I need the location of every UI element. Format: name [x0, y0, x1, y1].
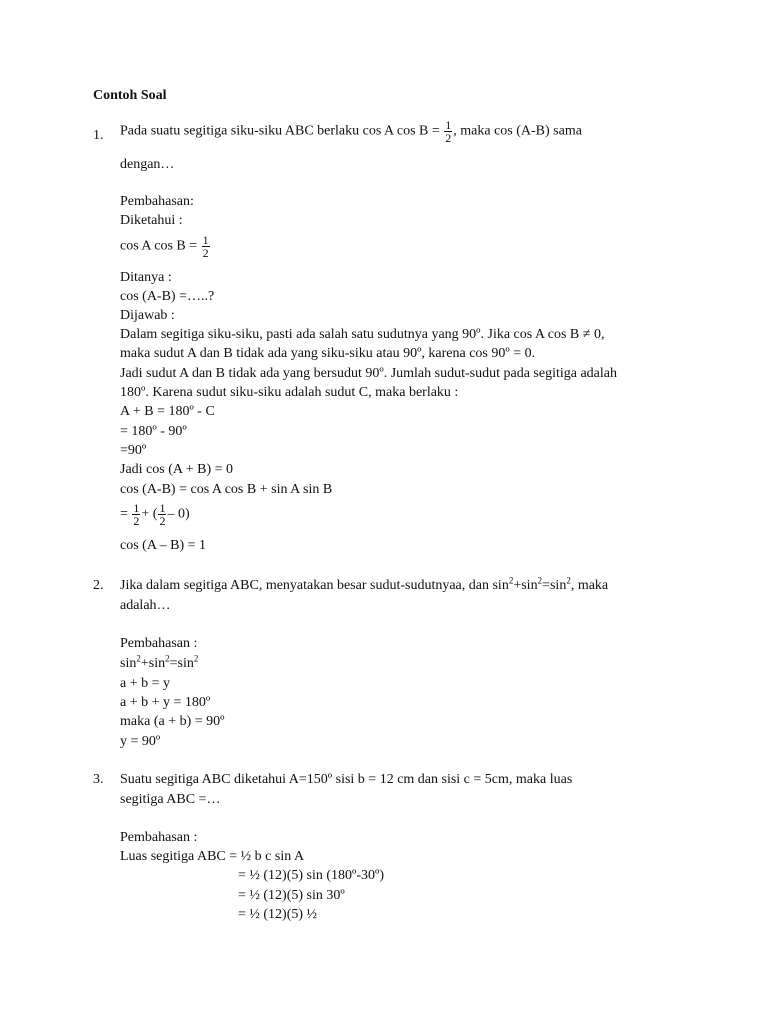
- q1-pembahasan-label: Pembahasan:: [120, 194, 194, 209]
- q1-given: [120, 234, 211, 259]
- fraction-half: [444, 119, 452, 144]
- question-3-number: 3.: [93, 772, 104, 787]
- fraction-denominator: 2: [133, 514, 140, 528]
- fraction-numerator: 1: [159, 501, 166, 515]
- q3-pembahasan-label: Pembahasan :: [120, 830, 198, 845]
- fraction-denominator: 2: [202, 246, 209, 260]
- q2-step-3: a + b + y = 180º: [120, 695, 211, 710]
- q1-paragraph-line-2: maka sudut A dan B tidak ada yang siku-siku atau 90º, karena cos 90º = 0.: [120, 346, 536, 361]
- exponent: 2: [537, 575, 543, 586]
- q1-ditanya-label: Ditanya :: [120, 270, 172, 285]
- fraction-half: [132, 502, 140, 527]
- fraction-half: [202, 234, 210, 259]
- q3-step-4: = ½ (12)(5) ½: [238, 907, 318, 922]
- exponent: 2: [193, 653, 199, 664]
- q3-step-2: = ½ (12)(5) sin (180º-30º): [238, 868, 385, 883]
- q1-step-5: cos (A-B) = cos A cos B + sin A sin B: [120, 482, 333, 497]
- q1-step-2: = 180º - 90º: [120, 424, 187, 439]
- q1-paragraph-line-3: Jadi sudut A dan B tidak ada yang bersudut 90º. Jumlah sudut-sudut pada segitiga adalah: [120, 366, 617, 381]
- q2-step-2: a + b = y: [120, 676, 171, 691]
- question-3-line-1: Suatu segitiga ABC diketahui A=150º sisi b = 12 cm dan sisi c = 5cm, maka luas: [120, 772, 573, 787]
- q2-step-4: maka (a + b) = 90º: [120, 714, 225, 729]
- q1-given-text: cos A cos B =: [120, 238, 198, 254]
- fraction-numerator: 1: [445, 118, 452, 132]
- question-1-line-2: dengan…: [120, 157, 175, 172]
- page-title: Contoh Soal: [93, 88, 167, 103]
- sin-term: sin: [148, 656, 166, 671]
- sin-term: sin: [120, 656, 137, 671]
- fraction-denominator: 2: [445, 131, 452, 145]
- q3-step-3: = ½ (12)(5) sin 30º: [238, 888, 345, 903]
- fraction-numerator: 1: [202, 233, 209, 247]
- q1-step-6: [120, 502, 190, 527]
- exponent: 2: [508, 575, 514, 586]
- equals-sign: =: [542, 578, 550, 593]
- question-1-line-1: [120, 119, 582, 144]
- question-2-text: Jika dalam segitiga ABC, menyatakan besar sudut-sudutnyaa, dan: [120, 578, 489, 593]
- q1-step-6-mid: + (: [141, 506, 158, 522]
- fraction-denominator: 2: [159, 514, 166, 528]
- question-2-text-end: , maka: [570, 578, 609, 593]
- sin-term: sin: [521, 578, 538, 593]
- question-2-number: 2.: [93, 578, 104, 593]
- q1-dijawab-label: Dijawab :: [120, 308, 175, 323]
- q1-asked: cos (A-B) =…..?: [120, 289, 215, 304]
- q1-paragraph-line-1: Dalam segitiga siku-siku, pasti ada salah satu sudutnya yang 90º. Jika cos A cos B ≠ 0,: [120, 327, 605, 342]
- plus-sign: +: [140, 656, 149, 671]
- q1-diketahui-label: Diketahui :: [120, 213, 183, 228]
- exponent: 2: [136, 653, 141, 664]
- q1-step-1: A + B = 180º - C: [120, 404, 215, 419]
- q1-step-4: Jadi cos (A + B) = 0: [120, 462, 234, 477]
- sin-term: sin: [492, 578, 509, 593]
- q1-step-3: =90º: [120, 443, 147, 458]
- q2-pembahasan-label: Pembahasan :: [120, 636, 198, 651]
- sin-term: sin: [177, 656, 194, 671]
- exponent: 2: [566, 575, 571, 586]
- q1-step-6-end: – 0): [167, 506, 190, 522]
- exponent: 2: [165, 653, 170, 664]
- question-1-text-end: , maka cos (A-B) sama: [453, 123, 582, 139]
- equals-sign: =: [169, 656, 178, 671]
- question-1-text: Pada suatu segitiga siku-siku ABC berlaku cos A cos B =: [120, 123, 440, 139]
- q2-step-5: y = 90º: [120, 734, 161, 749]
- question-1-number: 1.: [93, 128, 104, 143]
- question-3-line-2: segitiga ABC =…: [120, 792, 221, 807]
- sine-equation: [492, 575, 571, 593]
- q2-step-1: [120, 653, 199, 672]
- q3-step-1: Luas segitiga ABC = ½ b c sin A: [120, 849, 305, 864]
- question-2-line-1: [120, 575, 609, 594]
- q1-result: cos (A – B) = 1: [120, 538, 207, 553]
- plus-sign: +: [513, 578, 522, 593]
- equals-sign: =: [120, 506, 128, 522]
- fraction-numerator: 1: [133, 501, 140, 515]
- fraction-half: [158, 502, 166, 527]
- sin-term: sin: [549, 578, 567, 593]
- q1-paragraph-line-4: 180º. Karena sudut siku-siku adalah sudut C, maka berlaku :: [120, 385, 459, 400]
- question-2-line-2: adalah…: [120, 598, 171, 613]
